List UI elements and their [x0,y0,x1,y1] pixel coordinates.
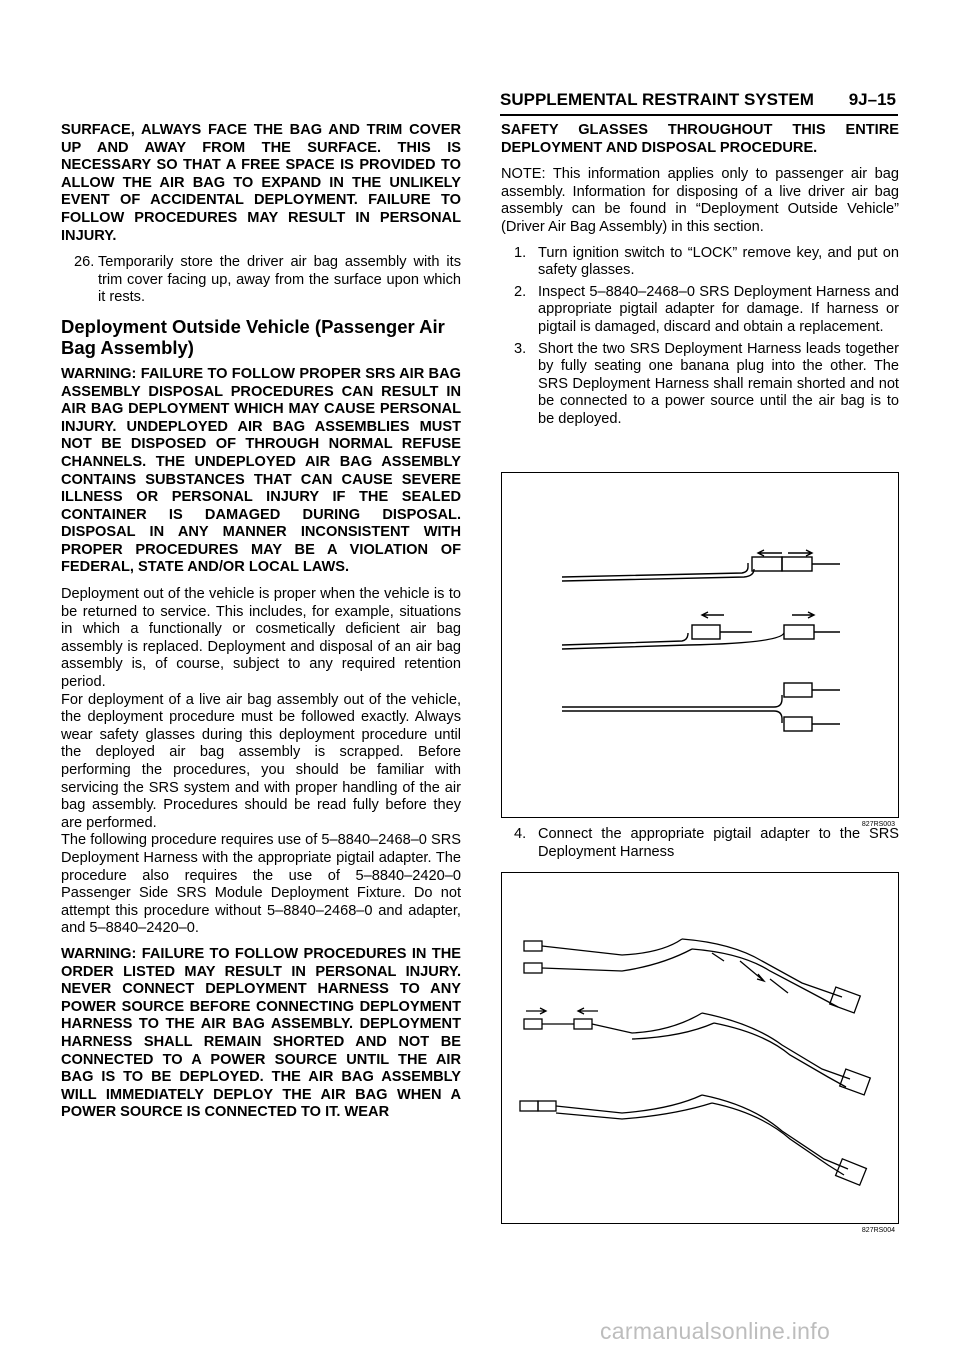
step-3 [514,341,899,429]
figure-harness-leads [501,472,899,828]
step-number: 3. [514,340,527,357]
step-2 [514,284,899,337]
step-text: Turn ignition switch to “LOCK” remove key, and put on safety glasses. [538,244,899,279]
step-number: 26. [74,254,95,271]
figure-pigtail-adapter [501,872,899,1234]
page-header [500,90,898,116]
warning-continued-right: SAFETY GLASSES THROUGHOUT THIS ENTIRE DEPLOYMENT AND DISPOSAL PROCEDURE. [501,122,899,156]
step-text: Short the two SRS Deployment Harness leads together by fully seating one banana plug into the other. The SRS Deployment Harness shall remain shorted and not be connected to a power source until the air bag is to be deployed. [538,340,899,427]
step-list-right [501,245,899,429]
step-text: Temporarily store the driver air bag assembly with its trim cover facing up, away from the surface upon which it rests. [98,254,461,306]
paragraph-3: The following procedure requires use of 5–8840–2468–0 SRS Deployment Harness with the appropriate pigtail adapter. The procedure also requires the use of 5–8840–2420–0 Passenger Side SRS Module Deployment Fixture. Do not attempt this procedure without 5–8840–2468–0 and adapter, and 5–8840–2420–0. [61,832,461,937]
header-title: SUPPLEMENTAL RESTRAINT SYSTEM [500,90,814,109]
watermark: carmanualsonline.info [600,1318,831,1344]
step-1 [514,245,899,280]
step-26 [74,254,461,307]
paragraph-2: For deployment of a live air bag assembly out of the vehicle, the deployment procedure must be followed exactly. Always wear safety glasses during this deployment procedure until the deployed air bag assembly is scrapped. Before performing the procedures, you should be familiar with servicing the SRS system and with proper handling of the air bag assembly. Procedures should be read fully before they are performed. [61,691,461,831]
step-text: Inspect 5–8840–2468–0 SRS Deployment Harness and appropriate pigtail adapter for damage. If harness or pigtail is damaged, discard and obtain a replacement. [538,283,899,335]
step-number: 1. [514,244,527,261]
figure-code: 827RS003 [861,821,895,828]
left-column [61,122,461,1131]
step-text: Connect the appropriate pigtail adapter to the SRS Deployment Harness [538,826,899,860]
figure-code: 827RS004 [861,1227,895,1234]
warning-disposal: WARNING: FAILURE TO FOLLOW PROPER SRS AIR BAG ASSEMBLY DISPOSAL PROCEDURES CAN RESULT IN AIR BAG DEPLOYMENT WHICH MAY CAUSE PERSONAL INJURY. UNDEPLOYED AIR BAG ASSEMBLIES MUST NOT BE DISPOSED OF THROUGH NORMAL REFUSE CHANNELS. THE UNDEPLOYED AIR BAG ASSEMBLY CONTAINS SUBSTANCES THAT CAN CAUSE SEVERE ILLNESS OR PERSONAL INJURY IF THE SEALED CONTAINER IS DAMAGED DURING DISPOSAL. DISPOSAL IN ANY MANNER INCONSISTENT WITH PROPER PROCEDURES MAY BE A VIOLATION OF FEDERAL, STATE AND/OR LOCAL LAWS. [61,365,461,576]
harness-leads-illustration [502,473,898,817]
step-list-left [61,254,461,307]
step-4 [514,826,899,861]
page-number: 9J–15 [848,90,896,109]
section-heading: Deployment Outside Vehicle (Passenger Air Bag Assembly) [61,315,445,358]
step-list-right-2 [501,826,899,861]
step-number: 2. [514,283,527,300]
paragraph-1: Deployment out of the vehicle is proper when the vehicle is to be returned to service. This includes, for example, situations in which a functionally or cosmetically deficient air bag assembly is replaced. Deployment and disposal of an air bag assembly is, of course, subject to any required retention period. [61,586,461,691]
right-column-step4 [501,826,899,869]
right-column [501,122,899,437]
pigtail-adapter-illustration [502,873,898,1223]
warning-continued: SURFACE, ALWAYS FACE THE BAG AND TRIM COVER UP AND AWAY FROM THE SURFACE. THIS IS NECESSARY SO THAT A FREE SPACE IS PROVIDED TO ALLOW THE AIR BAG TO EXPAND IN THE UNLIKELY EVENT OF ACCIDENTAL DEPLOYMENT. FAILURE TO FOLLOW PROCEDURES MAY RESULT IN PERSONAL INJURY. [61,122,461,244]
note: NOTE: This information applies only to passenger air bag assembly. Information for disposing of a live driver air bag assembly can be found in “Deployment Outside Vehicle” (Driver Air Bag Assembly) in this section. [501,166,899,235]
warning-order: WARNING: FAILURE TO FOLLOW PROCEDURES IN THE ORDER LISTED MAY RESULT IN PERSONAL INJURY. NEVER CONNECT DEPLOYMENT HARNESS TO ANY POWER SOURCE BEFORE CONNECTING DEPLOYMENT HARNESS TO THE AIR BAG ASSEMBLY. DEPLOYMENT HARNESS SHALL REMAIN SHORTED AND NOT BE CONNECTED TO A POWER SOURCE UNTIL THE AIR BAG IS TO BE DEPLOYED. THE AIR BAG ASSEMBLY WILL IMMEDIATELY DEPLOY THE AIR BAG WHEN A POWER SOURCE IS CONNECTED TO IT. WEAR [61,945,461,1121]
step-number: 4. [514,826,527,842]
